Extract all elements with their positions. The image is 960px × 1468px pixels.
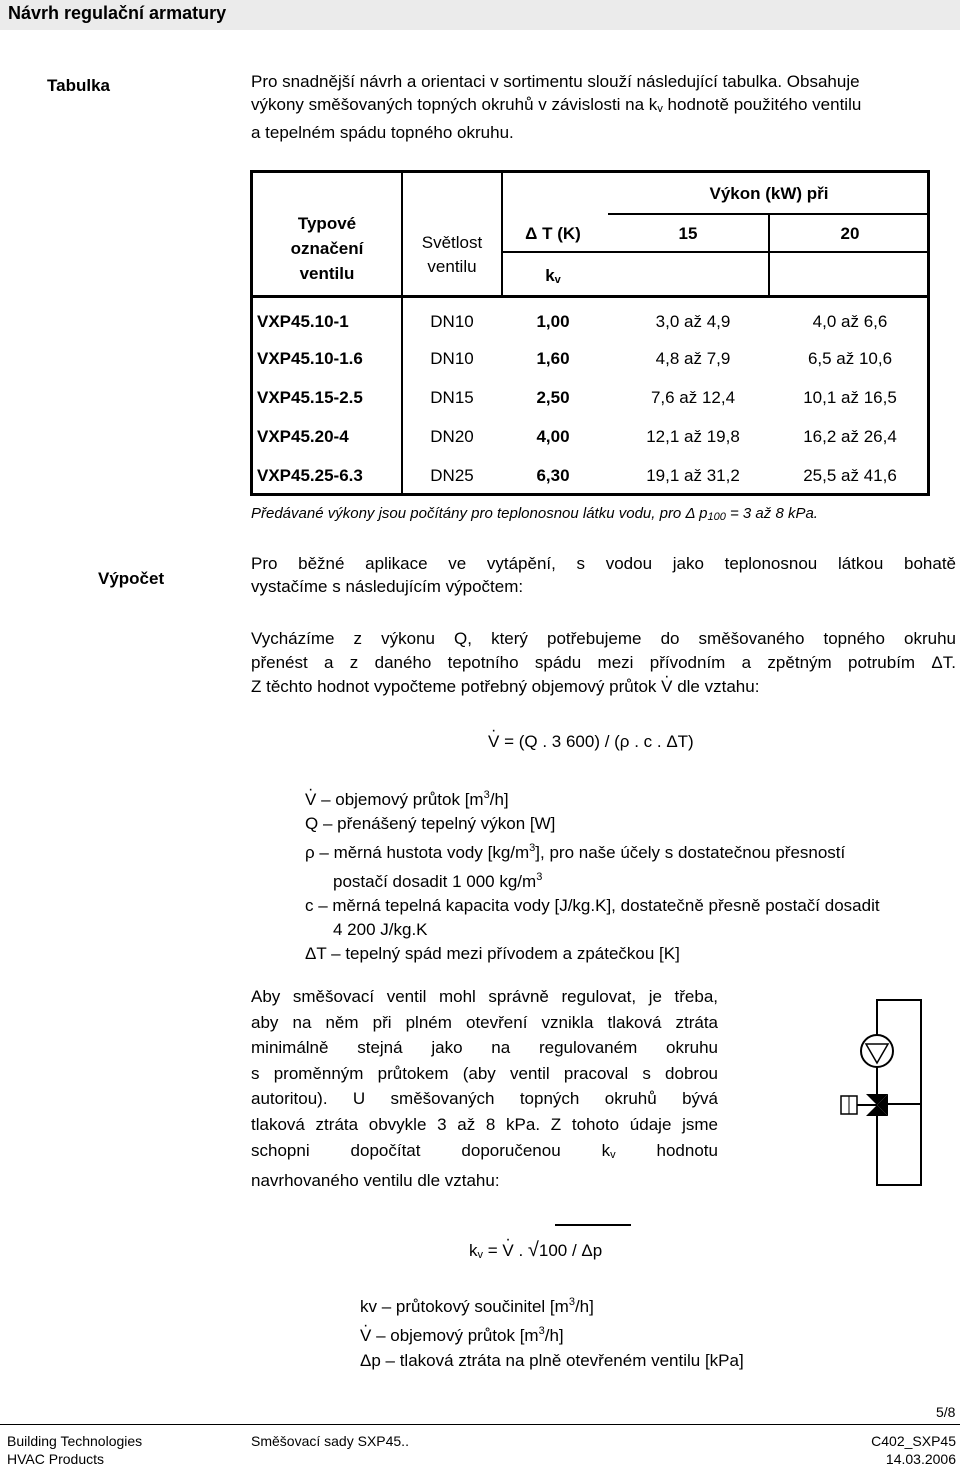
footer-date: 14.03.2006: [885, 1451, 956, 1467]
intro-paragraph: [251, 70, 956, 144]
legend-item: Q – přenášený tepelný výkon [W]: [305, 814, 556, 833]
kv-formula: kv = · V . √100 / Δp: [469, 1239, 602, 1262]
section-label-tabulka: Tabulka: [47, 76, 110, 95]
header-dt: Δ T (K): [525, 224, 581, 243]
cell-kv: 1,60: [536, 349, 570, 368]
header-size: Světlost ventilu: [421, 233, 483, 276]
cell-kv: 6,30: [536, 466, 570, 485]
page-title: Návrh regulační armatury: [8, 3, 227, 23]
cell-dn: DN10: [430, 312, 474, 331]
section-label-vypocet: Výpočet: [98, 569, 165, 588]
page-number: 5/8: [936, 1404, 956, 1420]
cell-kv: 4,00: [536, 427, 570, 446]
footer-doc-id: C402_SXP45: [871, 1433, 956, 1449]
header-power: Výkon (kW) při: [709, 184, 829, 203]
table-note: Předávané výkony jsou počítány pro teplonosnou látku vodu, pro Δ p100 = 3 až 8 kPa.: [251, 505, 818, 523]
cell-dn: DN10: [430, 349, 474, 368]
valve-table: [250, 170, 930, 496]
cell-dn: DN20: [430, 427, 474, 446]
cell-dn: DN15: [430, 388, 474, 407]
calc-paragraph-2: Vycházíme z výkonu Q, který potřebujeme do směšovaného topného okruhu přenést a z daného tepotního spádu mezi přívodním a zpětným potrubím ΔT. Z těchto hodnot vypočteme potřebný objemový průtok · V dle vztahu:: [251, 627, 956, 699]
table-divider: [501, 251, 930, 253]
header-type: Typové označení ventilu: [290, 214, 364, 283]
cell-p20: 6,5 až 10,6: [807, 349, 893, 368]
cell-type: VXP45.10-1.6: [257, 349, 363, 368]
legend-item: 4 200 J/kg.K: [333, 920, 428, 939]
sqrt-overline: [555, 1224, 631, 1226]
mixing-circuit-diagram: [835, 995, 945, 1190]
cell-dn: DN25: [430, 466, 474, 485]
footer-division: HVAC Products: [7, 1451, 104, 1467]
legend-1: [305, 783, 880, 966]
calc-paragraph-3: Aby směšovací ventil mohl správně regulovat, je třeba, aby na něm při plném otevření vznikla tlaková ztráta minimálně stejná jako na regulovaném okruhu s proměnným průtokem (aby ventil pracoval s dobrou autoritou). U směšovaných topných okruhů bývá tlaková ztráta obvykle 3 až 8 kPa. Z tohoto údaje jsme schopni dopočítat doporučenou kv hodnotu navrhovaného ventilu dle vztahu:: [251, 987, 718, 1191]
cell-type: VXP45.15-2.5: [257, 388, 363, 407]
intro-line: výkony směšovaných topných okruhů v závislosti na kv hodnotě použitého ventilu: [251, 95, 862, 115]
legend-2: [360, 1290, 744, 1373]
cell-p20: 25,5 až 41,6: [803, 466, 897, 485]
footer-company: Building Technologies: [7, 1433, 143, 1449]
legend-item: Δp – tlaková ztráta na plně otevřeném ventilu [kPa]: [360, 1351, 744, 1370]
table-divider: [608, 213, 930, 215]
cell-kv: 1,00: [536, 312, 570, 331]
table-divider: [253, 295, 930, 298]
header-15: 15: [678, 224, 698, 243]
legend-item: c – měrná tepelná kapacita vody [J/kg.K], dostatečně přesně postačí dosadit: [305, 896, 880, 915]
legend-item: kv – průtokový součinitel $[m^3/h]$: [360, 1296, 594, 1316]
flow-formula: · V = (Q . 3 600) / (ρ . c . ΔT): [488, 732, 694, 752]
cell-type: VXP45.10-1: [257, 312, 349, 331]
intro-line: a tepelném spádu topného okruhu.: [251, 123, 514, 142]
cell-p15: 12,1 až 19,8: [646, 427, 740, 446]
cell-type: VXP45.25-6.3: [257, 466, 363, 485]
cell-p20: 4,0 až 6,6: [812, 312, 888, 331]
footer-rule: [0, 1424, 960, 1425]
cell-type: VXP45.20-4: [257, 427, 349, 446]
page-header: [0, 0, 960, 30]
header-20: 20: [840, 224, 860, 243]
cell-p20: 10,1 až 16,5: [803, 388, 897, 407]
calc-paragraph-1: Pro běžné aplikace ve vytápění, s vodou jako teplonosnou látkou bohatě vystačíme s následujícím výpočtem:: [251, 554, 956, 596]
legend-item: · V – objemový průtok $[m^3/h]$: [305, 783, 880, 812]
cell-p15: 3,0 až 4,9: [655, 312, 731, 331]
legend-item: · V – objemový průtok $[m^3/h]$: [360, 1319, 744, 1348]
header-kv: kv: [545, 266, 561, 286]
legend-item: postačí dosadit 1 000 $kg/m^3$: [333, 871, 543, 891]
cell-p15: 4,8 až 7,9: [655, 349, 731, 368]
cell-kv: 2,50: [536, 388, 570, 407]
legend-item: ΔT – tepelný spád mezi přívodem a zpátečkou [K]: [305, 944, 680, 963]
cell-p15: 19,1 až 31,2: [646, 466, 740, 485]
footer-doc-title: Směšovací sady SXP45..: [251, 1433, 409, 1449]
intro-line: Pro snadnější návrh a orientaci v sortimentu slouží následující tabulka. Obsahuje: [251, 72, 860, 91]
cell-p15: 7,6 až 12,4: [650, 388, 736, 407]
legend-item: ρ – měrná hustota vody $[kg/m^3]$, pro naše účely s dostatečnou přesností: [305, 842, 846, 862]
cell-p20: 16,2 až 26,4: [803, 427, 897, 446]
